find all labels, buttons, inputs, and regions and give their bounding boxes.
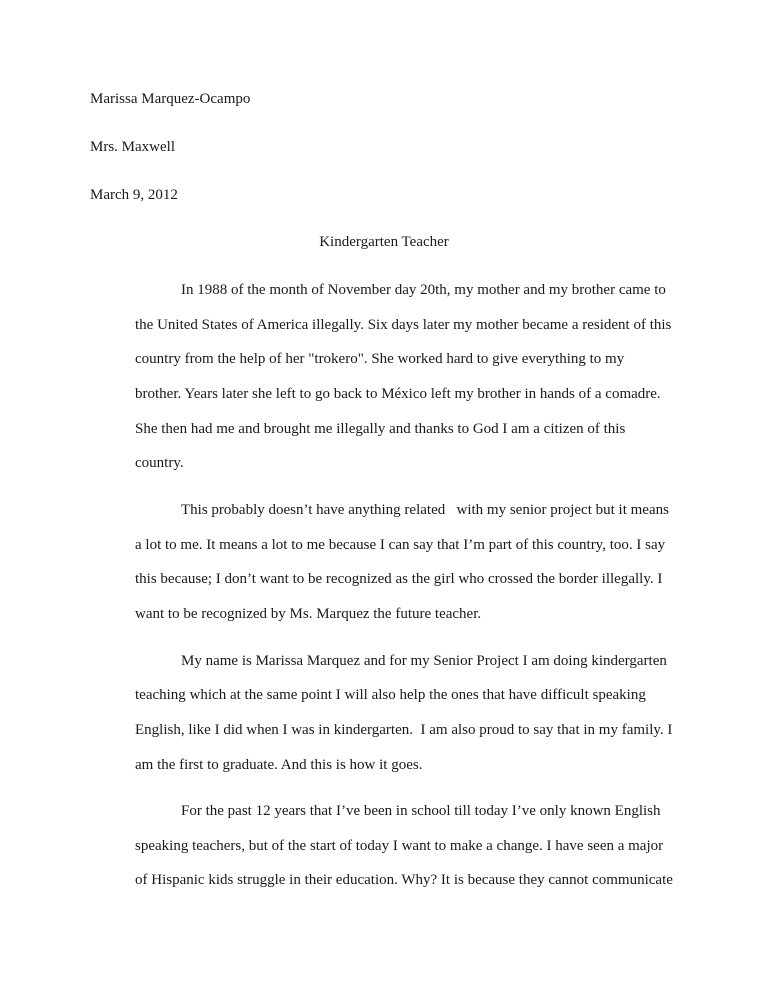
paragraph-line: This probably doesn’t have anything related with my senior project but it means <box>181 502 669 518</box>
paragraph-line: My name is Marissa Marquez and for my Senior Project I am doing kindergarten <box>181 653 667 669</box>
paragraph-line: brother. Years later she left to go back to México left my brother in hands of a comadre. <box>135 386 661 402</box>
paragraph-line: am the first to graduate. And this is how it goes. <box>135 757 423 773</box>
paragraph-line: speaking teachers, but of the start of today I want to make a change. I have seen a major <box>135 838 664 854</box>
paragraph-line: of Hispanic kids struggle in their education. Why? It is because they cannot communicate <box>135 872 673 888</box>
paragraph-line: She then had me and brought me illegally and thanks to God I am a citizen of this <box>135 421 626 437</box>
paragraph-line: country from the help of her "trokero". She worked hard to give everything to my <box>135 351 625 367</box>
paragraph-line: teaching which at the same point I will also help the ones that have difficult speaking <box>135 687 646 703</box>
paragraph-line: English, like I did when I was in kindergarten. I am also proud to say that in my family. I <box>135 722 673 738</box>
paragraph-line: In 1988 of the month of November day 20th, my mother and my brother came to <box>181 282 666 298</box>
paragraph-line: the United States of America illegally. Six days later my mother became a resident of this <box>135 317 672 333</box>
paragraph-line: this because; I don’t want to be recognized as the girl who crossed the border illegally. I <box>135 571 663 587</box>
author-name: Marissa Marquez-Ocampo <box>90 91 251 107</box>
paragraph-line: a lot to me. It means a lot to me because I can say that I’m part of this country, too. I say <box>135 537 666 553</box>
essay-date: March 9, 2012 <box>90 187 178 203</box>
paragraph-line: want to be recognized by Ms. Marquez the future teacher. <box>135 606 482 622</box>
paragraph-line: For the past 12 years that I’ve been in school till today I’ve only known English <box>181 803 661 819</box>
teacher-name: Mrs. Maxwell <box>90 139 175 155</box>
paragraph-line: country. <box>135 455 184 471</box>
essay-title: Kindergarten Teacher <box>319 234 449 250</box>
